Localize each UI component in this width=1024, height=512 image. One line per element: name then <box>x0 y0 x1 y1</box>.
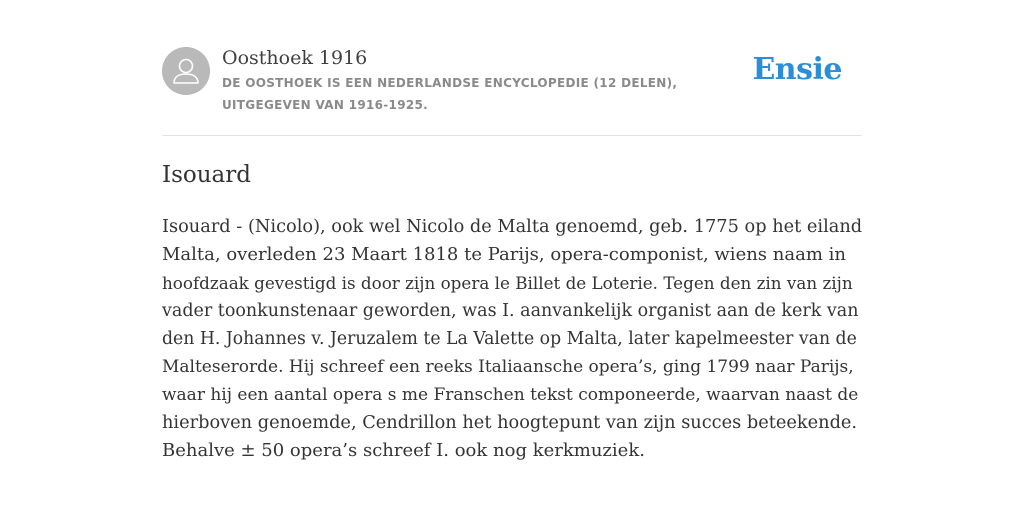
entry-body <box>162 213 862 465</box>
entry-body-line: hierboven genoemde, Cendrillon het hoogtepunt van zijn succes beteekende. <box>162 413 858 433</box>
entry-body-line: Isouard - (Nicolo), ook wel Nicolo de Malta genoemd, geb. 1775 op het eiland <box>162 217 863 237</box>
entry-title: Isouard <box>162 162 251 188</box>
entry-body-line: den H. Johannes v. Jeruzalem te La Valette op Malta, later kapelmeester van de <box>162 329 857 349</box>
user-icon <box>162 47 210 95</box>
entry-body-line: waar hij een aantal opera s me Franschen tekst componeerde, waarvan naast de <box>162 385 859 405</box>
entry-body-line: vader toonkunstenaar geworden, was I. aanvankelijk organist aan de kerk van <box>162 301 859 321</box>
entry-body-line: Malteserorde. Hij schreef een reeks Italiaansche opera’s, ging 1799 naar Parijs, <box>162 357 854 377</box>
entry-body-line: Malta, overleden 23 Maart 1818 te Parijs, opera-componist, wiens naam in <box>162 244 846 265</box>
entry-body-line: hoofdzaak gevestigd is door zijn opera le Billet de Loterie. Tegen den zin van zijn <box>162 273 853 293</box>
source-description: DE OOSTHOEK IS EEN NEDERLANDSE ENCYCLOPEDIE (12 DELEN), UITGEGEVEN VAN 1916-1925. <box>222 76 678 112</box>
entry-body-line: Behalve ± 50 opera’s schreef I. ook nog kerkmuziek. <box>162 440 645 461</box>
ensie-logo[interactable]: Ensie <box>752 52 842 87</box>
source-title[interactable]: Oosthoek 1916 <box>222 47 368 69</box>
header-divider <box>162 135 862 136</box>
page-content <box>162 0 862 512</box>
source-header <box>162 46 862 116</box>
avatar[interactable] <box>162 47 210 95</box>
